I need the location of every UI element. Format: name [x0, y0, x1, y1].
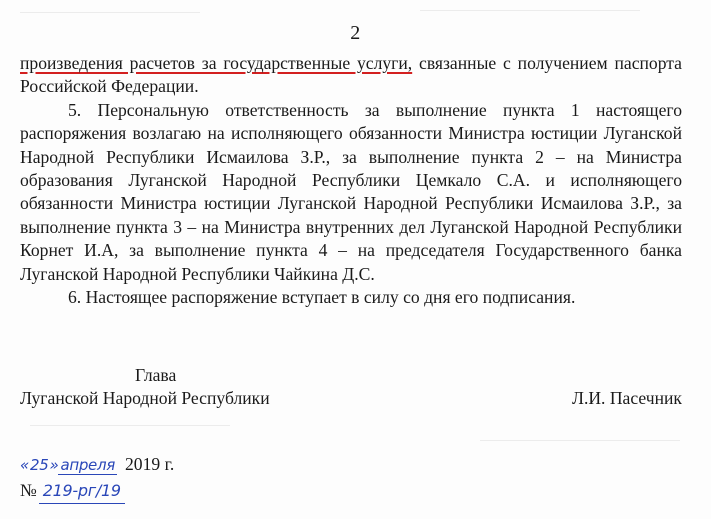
- scan-artifact: [420, 10, 640, 11]
- scan-artifact: [20, 12, 200, 13]
- underlined-phrase: произведения расчетов за государственные услуги,: [20, 53, 413, 73]
- paragraph-continuation: [20, 52, 682, 99]
- date-month: апреля: [60, 456, 115, 474]
- handwritten-date: [20, 453, 125, 478]
- paragraph-5: 5. Персональную ответственность за выполнение пункта 1 настоящего распоряжения возлагаю на исполняющего обязанности Министра юстиции Луганской Народной Республики Исмаилова З.Р., за выполнение пункта 2 – на Министра образования Луганской Народной Республики Цемкало С.А. и исполняющего обязанности Министра юстиции Луганской Народной Республики Исмаилова З.Р., за выполнение пункта 3 – на Министра внутренних дел Луганской Народной Республики Корнет И.А, за выполнение пункта 4 – на председателя Государственного банка Луганской Народной Республики Чайкина Д.С.: [20, 99, 682, 284]
- document-body: [20, 52, 682, 309]
- handwritten-number: 219-рг/19: [39, 478, 125, 504]
- date-year: 2019 г.: [125, 454, 175, 474]
- document-number: [20, 478, 420, 504]
- signatory-organization: Луганской Народной Республики: [20, 388, 270, 408]
- quote-open: «: [20, 456, 29, 474]
- number-prefix: №: [20, 480, 37, 500]
- page-number: 2: [350, 22, 361, 44]
- date-day: 25: [29, 456, 49, 474]
- paragraph-continuation-rest: связанные с получением паспорта Российской Федерации.: [20, 53, 682, 97]
- scan-artifact: [480, 440, 680, 441]
- signatory-name: Л.И. Пасечник: [572, 388, 682, 408]
- signatory-role: Глава: [135, 365, 177, 385]
- document-date: [20, 452, 420, 478]
- scan-artifact: [30, 425, 230, 426]
- quote-close: »: [49, 456, 59, 474]
- paragraph-6: 6. Настоящее распоряжение вступает в силу со дня его подписания.: [68, 287, 576, 308]
- date-number-block: [20, 452, 420, 504]
